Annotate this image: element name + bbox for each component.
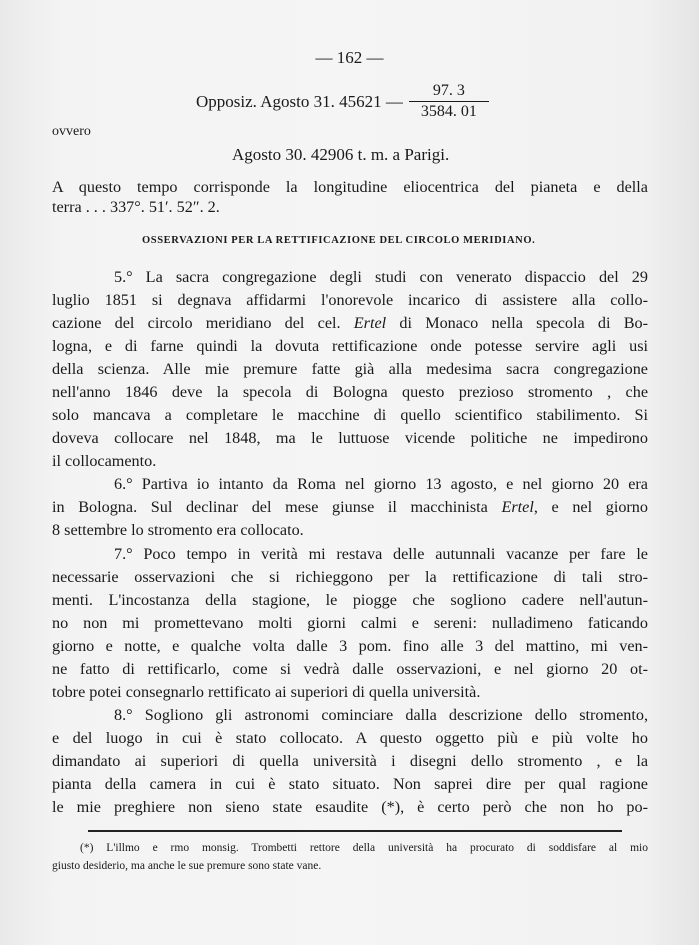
intro-line: A questo tempo corrisponde la longitudine eliocentrica del pianeta e della — [52, 178, 648, 196]
paragraph-line: 6.° Partiva io intanto da Roma nel giorno 13 agosto, e nel giorno 20 era — [114, 475, 648, 493]
footnote-line: giusto desiderio, ma anche le sue premure sono state vane. — [52, 860, 322, 872]
paragraph-line: logna, e di farne quindi la dovuta rettificazione onde potesse servire agli usi — [52, 337, 648, 355]
paragraph-line: 5.° La sacra congregazione degli studi con venerato dispaccio del 29 — [114, 268, 648, 286]
intro-line: terra . . . 337°. 51′. 52″. 2. — [52, 198, 220, 216]
paragraph-line: nell'anno 1846 deve la specola di Bologna questo prezioso stromento , che — [52, 383, 648, 401]
name-ertel: Ertel — [501, 498, 534, 516]
fraction — [409, 82, 489, 121]
paragraph-line: pianta della camera in cui è stato situato. Non saprei dire per qual ragione — [52, 775, 648, 793]
footnote-divider — [88, 830, 622, 832]
paragraph-line: 7.° Poco tempo in verità mi restava delle autunnali vacanze per fare le — [114, 545, 648, 563]
fraction-numerator: 97. 3 — [432, 82, 465, 99]
date-formula: Agosto 30. 42906 t. m. a Parigi. — [232, 145, 450, 164]
page-number: — 162 — — [315, 48, 384, 67]
paragraph-line: luglio 1851 si degnava affidarmi l'onorevole incarico di assistere alla collo- — [52, 291, 648, 309]
paragraph-line: tobre potei consegnarlo rettificato ai superiori di quella università. — [52, 683, 481, 701]
paragraph-line: il collocamento. — [52, 452, 157, 470]
fraction-bar — [409, 101, 489, 102]
ovvero-label: ovvero — [52, 124, 91, 139]
fraction-denominator: 3584. 01 — [420, 103, 477, 120]
paragraph-line: 8 settembre lo stromento era collocato. — [52, 521, 304, 539]
paragraph-line: 8.° Sogliono gli astronomi cominciare dalla descrizione dello stromento, — [114, 706, 648, 724]
paragraph-line: della scienza. Alle mie premure fatte già alla medesima sacra congregazione — [52, 360, 648, 378]
paragraph-line: menti. L'incostanza della stagione, le piogge che sogliono cadere nell'autun- — [52, 591, 648, 609]
paragraph-line: cazione del circolo meridiano del cel. Ertel di Monaco nella specola di Bo- — [52, 314, 648, 332]
paragraph-line: no non mi promettevano molti giorni calmi e sereni: nulladimeno faticando — [52, 614, 648, 632]
paragraph-line: in Bologna. Sul declinar del mese giunse il macchinista Ertel, e nel giorno — [52, 498, 648, 516]
name-ertel: Ertel — [353, 314, 387, 332]
opposition-formula — [196, 82, 489, 121]
formula-text: Opposiz. Agosto 31. 45621 — — [196, 91, 403, 111]
paragraph-line: ne fatto di rettificarlo, come si vedrà dalle osservazioni, e nel giorno 20 ot- — [52, 660, 648, 678]
footnote-line: (*) L'illmo e rmo monsig. Trombetti rettore della università ha procurato di soddisfare al mio — [80, 842, 648, 854]
paragraph-line: doveva collocare nel 1848, ma le luttuose vicende politiche ne impedirono — [52, 429, 648, 447]
section-heading: OSSERVAZIONI PER LA RETTIFICAZIONE DEL CIRCOLO MERIDIANO. — [142, 235, 536, 246]
paragraph-line: necessarie osservazioni che si richieggono per la rettificazione di tali stro- — [52, 568, 648, 586]
paragraph-line: giorno e notte, e qualche volta dalle 3 pom. fino alle 3 del mattino, mi ven- — [52, 637, 648, 655]
paragraph-line: le mie preghiere non sieno state esaudite (*), è certo però che non ho po- — [52, 798, 648, 816]
paragraph-line: solo mancava a completare le macchine di quello scientifico stabilimento. Si — [52, 406, 648, 424]
paragraph-line: dimandato ai superiori di quella università i disegni dello stromento , e la — [52, 752, 648, 770]
paragraph-line: e del luogo in cui è stato collocato. A questo oggetto più e più volte ho — [52, 729, 648, 747]
